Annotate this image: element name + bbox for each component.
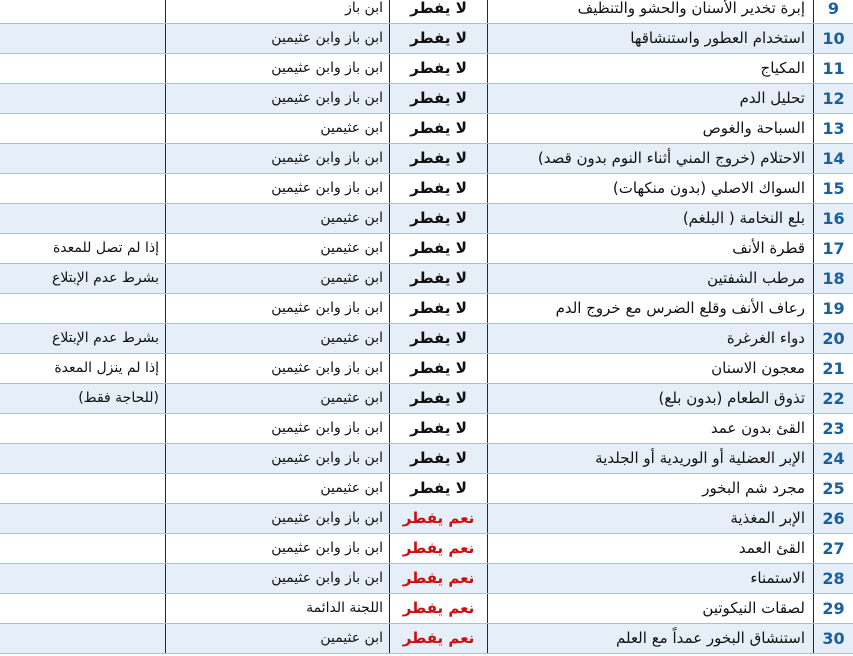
ruling-status: لا يفطر [389,354,487,383]
ruling-status: نعم يفطر [389,624,487,653]
row-number: 16 [813,204,853,233]
item-name: الإبر العضلية أو الوريدية أو الجلدية [487,444,813,473]
condition-note [0,294,165,323]
row-number: 18 [813,264,853,293]
item-name: القئ العمد [487,534,813,563]
item-name: قطرة الأنف [487,234,813,263]
table-row [0,444,853,474]
row-number: 27 [813,534,853,563]
item-name: المكياج [487,54,813,83]
scholar-source: ابن باز وابن عثيمين [165,294,389,323]
ruling-status: لا يفطر [389,0,487,23]
row-number: 24 [813,444,853,473]
row-number: 22 [813,384,853,413]
table-row [0,534,853,564]
table-row [0,594,853,624]
ruling-status: لا يفطر [389,264,487,293]
row-number: 26 [813,504,853,533]
table-row [0,264,853,294]
item-name: استنشاق البخور عمداً مع العلم [487,624,813,653]
item-name: استخدام العطور واستنشاقها [487,24,813,53]
condition-note: (للحاجة فقط) [78,390,159,406]
row-number: 17 [813,234,853,263]
row-number: 25 [813,474,853,503]
table-row [0,24,853,54]
condition-note [0,414,165,443]
ruling-status: لا يفطر [389,54,487,83]
ruling-status: نعم يفطر [389,564,487,593]
scholar-source: ابن باز وابن عثيمين [165,24,389,53]
item-name: دواء الغرغرة [487,324,813,353]
item-name: السباحة والغوص [487,114,813,143]
condition-note: بشرط عدم الإبتلاع [51,330,159,346]
scholar-source: ابن باز وابن عثيمين [165,444,389,473]
table-row [0,354,853,384]
condition-note [0,474,165,503]
condition-note [0,624,165,653]
condition-note: إذا لم ينزل المعدة [54,360,159,376]
table-row [0,624,853,654]
scholar-source: ابن باز وابن عثيمين [165,174,389,203]
table-row [0,174,853,204]
ruling-status: لا يفطر [389,384,487,413]
scholar-source: ابن باز وابن عثيمين [165,54,389,83]
table-row [0,0,853,24]
item-name: مرطب الشفتين [487,264,813,293]
row-number: 15 [813,174,853,203]
item-name: لصقات النيكوتين [487,594,813,623]
table-row [0,564,853,594]
scholar-source: ابن باز وابن عثيمين [165,144,389,173]
item-name: رعاف الأنف وقلع الضرس مع خروج الدم [487,294,813,323]
scholar-source: ابن باز وابن عثيمين [165,564,389,593]
condition-note [0,594,165,623]
item-name: بلع النخامة ( البلغم) [487,204,813,233]
ruling-status: لا يفطر [389,444,487,473]
ruling-status: لا يفطر [389,84,487,113]
table-row [0,474,853,504]
ruling-status: لا يفطر [389,114,487,143]
row-number: 23 [813,414,853,443]
item-name: القئ بدون عمد [487,414,813,443]
condition-note [0,444,165,473]
scholar-source: ابن عثيمين [165,234,389,263]
ruling-status: نعم يفطر [389,594,487,623]
row-number: 19 [813,294,853,323]
item-name: الاحتلام (خروج المني أثناء النوم بدون قصد) [487,144,813,173]
row-number: 28 [813,564,853,593]
row-number: 21 [813,354,853,383]
condition-note [0,54,165,83]
scholar-source: ابن باز وابن عثيمين [165,354,389,383]
item-name: تحليل الدم [487,84,813,113]
item-name: السواك الاصلي (بدون منكهات) [487,174,813,203]
ruling-status: نعم يفطر [389,504,487,533]
scholar-source: ابن باز [165,0,389,23]
row-number: 14 [813,144,853,173]
scholar-source: ابن عثيمين [165,114,389,143]
ruling-status: لا يفطر [389,474,487,503]
scholar-source: ابن عثيمين [165,324,389,353]
condition-note [0,564,165,593]
condition-note [0,504,165,533]
table-row [0,504,853,534]
item-name: تذوق الطعام (بدون بلع) [487,384,813,413]
row-number: 11 [813,54,853,83]
condition-note: بشرط عدم الإبتلاع [51,270,159,286]
condition-note [0,0,165,23]
condition-note [0,84,165,113]
condition-note [0,534,165,563]
ruling-status: لا يفطر [389,144,487,173]
condition-note [0,204,165,233]
scholar-source: ابن باز وابن عثيمين [165,84,389,113]
table-row [0,144,853,174]
row-number: 12 [813,84,853,113]
scholar-source: ابن عثيمين [165,624,389,653]
table-row [0,414,853,444]
row-number: 9 [813,0,853,23]
condition-note [0,174,165,203]
table-row [0,54,853,84]
item-name: الاستمناء [487,564,813,593]
ruling-status: نعم يفطر [389,534,487,563]
scholar-source: ابن باز وابن عثيمين [165,414,389,443]
ruling-status: لا يفطر [389,324,487,353]
item-name: الإبر المغذية [487,504,813,533]
table-row [0,114,853,144]
condition-note [0,24,165,53]
row-number: 29 [813,594,853,623]
table-row [0,294,853,324]
ruling-status: لا يفطر [389,294,487,323]
item-name: مجرد شم البخور [487,474,813,503]
table-row [0,234,853,264]
row-number: 20 [813,324,853,353]
scholar-source: ابن باز وابن عثيمين [165,504,389,533]
row-number: 13 [813,114,853,143]
scholar-source: اللجنة الدائمة [165,594,389,623]
ruling-status: لا يفطر [389,174,487,203]
condition-note [0,144,165,173]
condition-note [0,114,165,143]
scholar-source: ابن عثيمين [165,204,389,233]
table-row [0,84,853,114]
ruling-status: لا يفطر [389,234,487,263]
item-name: معجون الاسنان [487,354,813,383]
condition-note: إذا لم تصل للمعدة [52,240,159,256]
scholar-source: ابن باز وابن عثيمين [165,534,389,563]
table-row [0,324,853,354]
table-row [0,384,853,414]
row-number: 10 [813,24,853,53]
table-row [0,204,853,234]
ruling-status: لا يفطر [389,414,487,443]
scholar-source: ابن عثيمين [165,384,389,413]
scholar-source: ابن عثيمين [165,474,389,503]
ruling-status: لا يفطر [389,24,487,53]
ruling-status: لا يفطر [389,204,487,233]
item-name: إبرة تخدير الأسنان والحشو والتنظيف [487,0,813,23]
row-number: 30 [813,624,853,653]
scholar-source: ابن عثيمين [165,264,389,293]
